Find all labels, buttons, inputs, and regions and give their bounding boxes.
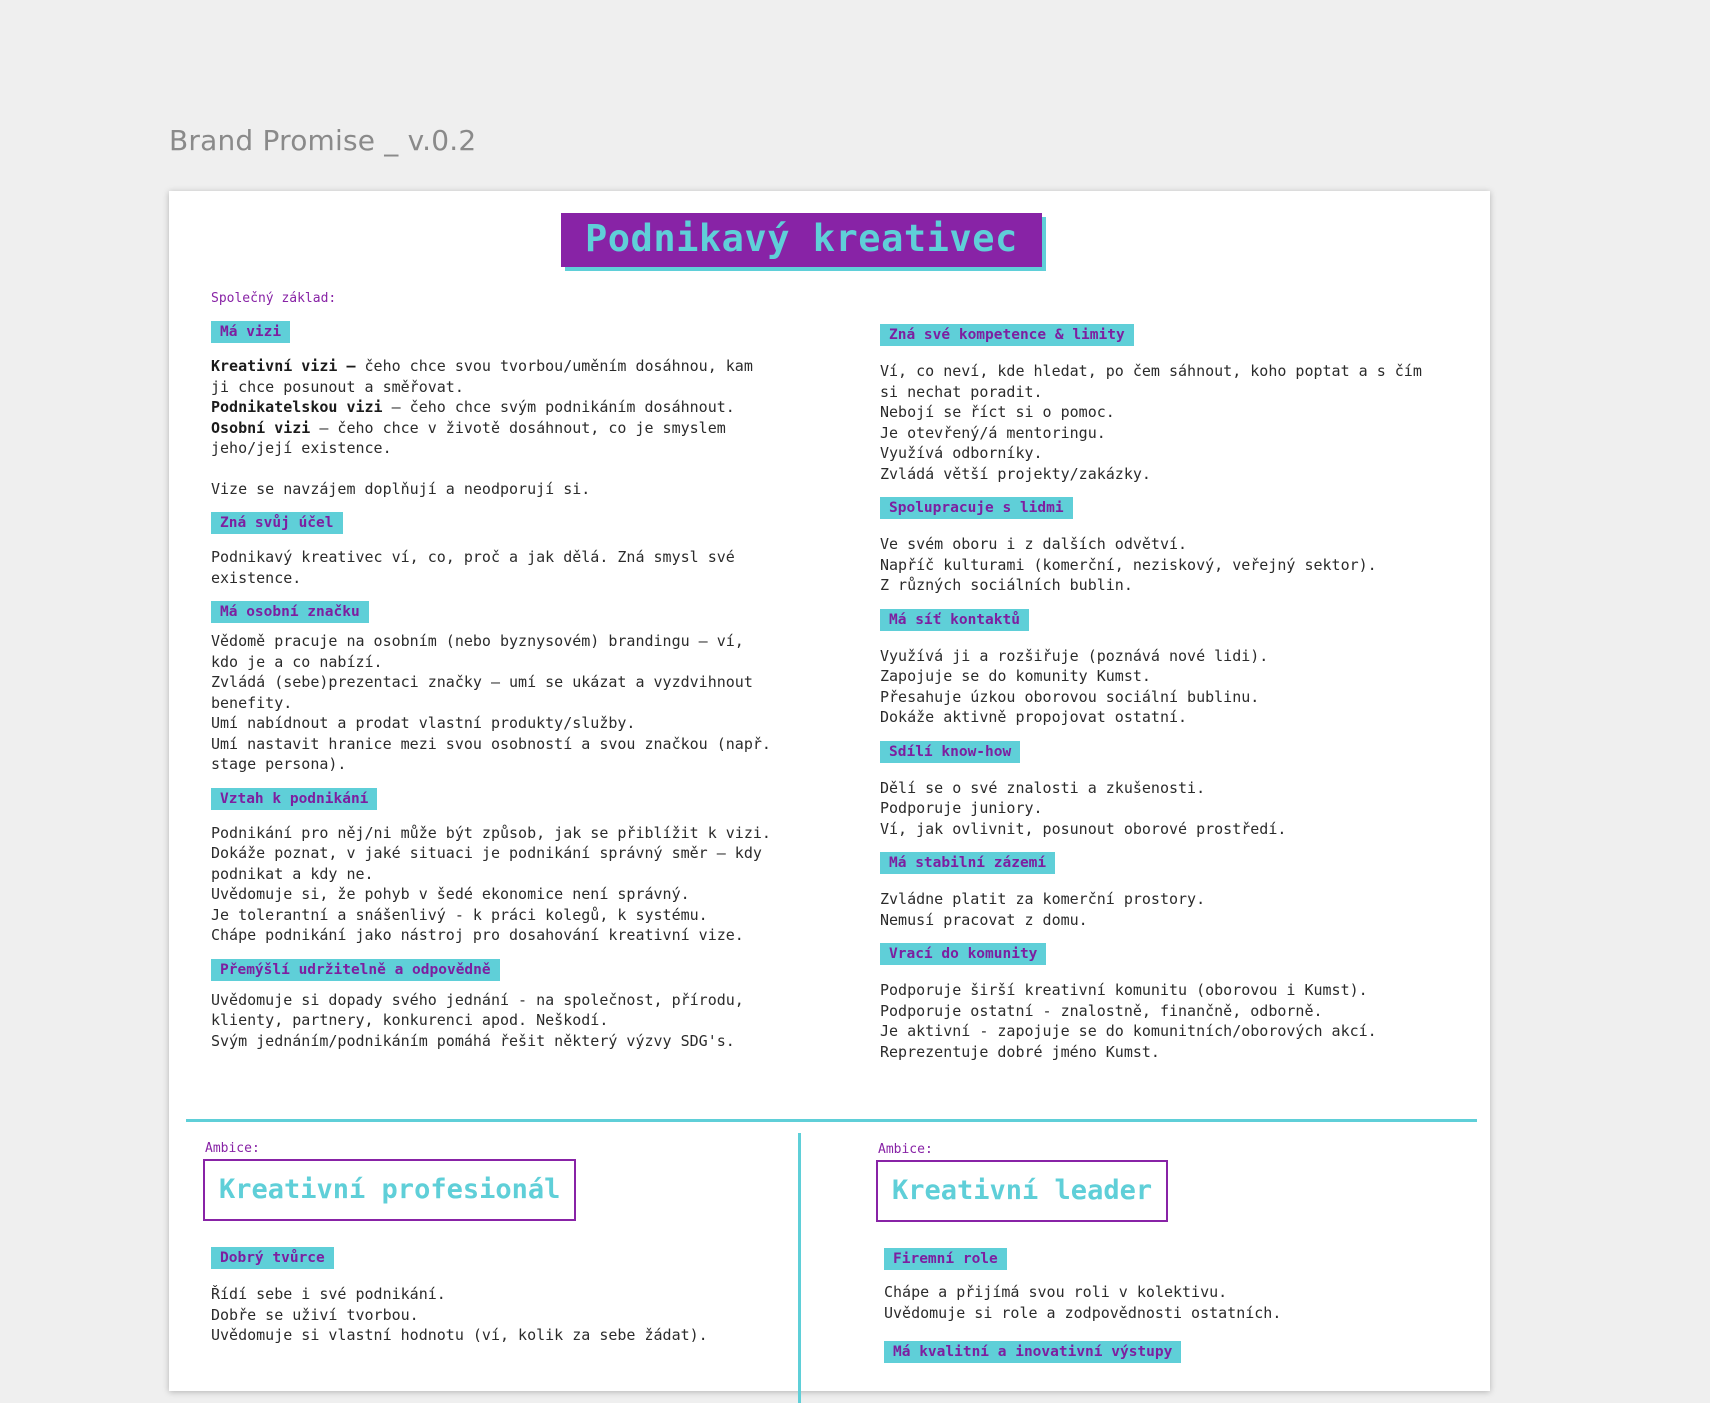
bold-term: Kreativní vizi – — [211, 357, 356, 375]
section-tag: Firemní role — [884, 1248, 1007, 1270]
section-tag: Sdílí know-how — [880, 741, 1020, 763]
section-body: Vědomě pracuje na osobním (nebo byznysovém) brandingu – ví, kdo je a co nabízí. Zvládá (sebe)prezentaci značky – umí se ukázat a vyzdvihnout benefity. Umí nabídnout a prodat vlastní produkty/služby. Umí nastavit hranice mezi svou osobností a svou značkou (např. stage persona). — [211, 632, 771, 773]
section-tag: Zná své kompetence & limity — [880, 324, 1134, 346]
ambition-leader — [876, 1142, 1456, 1363]
ambition-content — [884, 1248, 1456, 1363]
term-desc: – čeho chce v životě dosáhnout, co je smyslem jeho/její existence. — [211, 418, 726, 457]
main-title: Podnikavý kreativec — [561, 213, 1042, 267]
section-tag: Má stabilní zázemí — [880, 852, 1055, 874]
section-cooperation — [880, 497, 1460, 596]
page-sheet — [169, 191, 1490, 1391]
section-tag: Má osobní značku — [211, 601, 369, 623]
section-network — [880, 609, 1460, 728]
section-tag: Zná svůj účel — [211, 512, 343, 534]
bold-term: Osobní vizi — [211, 418, 311, 437]
section-body: Podporuje širší kreativní komunitu (oborovou i Kumst). Podporuje ostatní - znalostně, finančně, odborně. Je aktivní - zapojuje se do komunitních/oborových akcí. Reprezentuje dobré jméno Kumst. — [880, 981, 1377, 1061]
section-body: Dělí se o své znalosti a zkušenosti. Podporuje juniory. Ví, jak ovlivnit, posunout oborové prostředí. — [880, 778, 1287, 838]
section-stable-base — [880, 852, 1460, 930]
term-desc: – čeho chce svým podnikáním dosáhnout. — [382, 398, 735, 416]
ambition-professional — [203, 1141, 783, 1346]
section-sustainability — [211, 959, 801, 1052]
section-body: Řídí sebe i své podnikání. Dobře se uživí tvorbou. Uvědomuje si vlastní hodnotu (ví, kolik za sebe žádat). — [211, 1285, 708, 1344]
horizontal-divider — [186, 1119, 1477, 1122]
left-column — [211, 291, 801, 1064]
ambition-title: Kreativní profesionál — [203, 1159, 576, 1221]
section-tag: Má vizi — [211, 321, 290, 343]
section-body — [211, 356, 801, 499]
section-body: Využívá ji a rozšiřuje (poznává nové lidi). Zapojuje se do komunity Kumst. Přesahuje úzkou oborovou sociální bublinu. Dokáže aktivně propojovat ostatní. — [880, 646, 1269, 726]
vision-business — [211, 397, 801, 418]
section-body: Podnikání pro něj/ni může být způsob, jak se přiblížit k vizi. Dokáže poznat, v jaké situaci je podnikání správný směr – kdy podnikat a kdy ne. Uvědomuje si, že pohyb v šedé ekonomice není správný. Je tolerantní a snášenlivý - k práci kolegů, k systému. Chápe podnikání jako nástroj pro dosahování kreativní vize. — [211, 823, 771, 944]
section-vision — [211, 321, 801, 499]
ambition-title: Kreativní leader — [876, 1160, 1168, 1222]
section-community-return — [880, 943, 1460, 1062]
term-desc: čeho chce svou tvorbou/uměním dosáhnou, kam ji chce posunout a směřovat. — [211, 357, 753, 396]
section-body: Chápe a přijímá svou roli v kolektivu. Uvědomuje si role a zodpovědnosti ostatních. — [884, 1283, 1282, 1322]
vertical-divider — [798, 1133, 801, 1403]
section-know-how — [880, 741, 1460, 840]
bold-term: Podnikatelskou vizi — [211, 398, 383, 416]
vision-creative — [211, 356, 801, 397]
section-body: Ví, co neví, kde hledat, po čem sáhnout, koho poptat a s čím si nechat poradit. Nebojí se říct si o pomoc. Je otevřený/á mentoringu. Využívá odborníky. Zvládá větší projekty/zakázky. — [880, 362, 1422, 483]
section-body: Podnikavý kreativec ví, co, proč a jak dělá. Zná smysl své existence. — [211, 548, 735, 587]
ambition-label: Ambice: — [878, 1142, 933, 1157]
ambition-content — [211, 1247, 783, 1346]
section-tag: Spolupracuje s lidmi — [880, 497, 1073, 519]
document-title: Brand Promise _ v.0.2 — [169, 124, 477, 157]
section-tag: Vrací do komunity — [880, 943, 1046, 965]
ambition-label: Ambice: — [205, 1141, 260, 1156]
section-personal-brand — [211, 601, 801, 775]
section-tag: Má síť kontaktů — [880, 609, 1029, 631]
section-tag: Vztah k podnikání — [211, 788, 377, 810]
section-body: Ve svém oboru i z dalších odvětví. Napříč kulturami (komerční, neziskový, veřejný sektor). Z různých sociálních bublin. — [880, 535, 1377, 594]
section-body: Uvědomuje si dopady svého jednání - na společnost, přírodu, klienty, partnery, konkurenci apod. Neškodí. Svým jednáním/podnikáním pomáhá řešit některý výzvy SDG's. — [211, 990, 744, 1050]
section-tag: Má kvalitní a inovativní výstupy — [884, 1341, 1181, 1363]
common-base-label: Společný základ: — [211, 291, 337, 306]
main-title-wrap — [561, 213, 1042, 267]
section-business-relation — [211, 788, 801, 946]
section-tag: Dobrý tvůrce — [211, 1247, 334, 1269]
vision-note: Vize se navzájem doplňují a neodporují si. — [211, 479, 591, 498]
section-competences — [880, 324, 1460, 484]
section-tag: Přemýšlí udržitelně a odpovědně — [211, 959, 500, 981]
section-purpose — [211, 512, 801, 588]
vision-personal — [211, 418, 801, 459]
right-column — [880, 324, 1460, 1075]
section-body: Zvládne platit za komerční prostory. Nemusí pracovat z domu. — [880, 890, 1206, 929]
